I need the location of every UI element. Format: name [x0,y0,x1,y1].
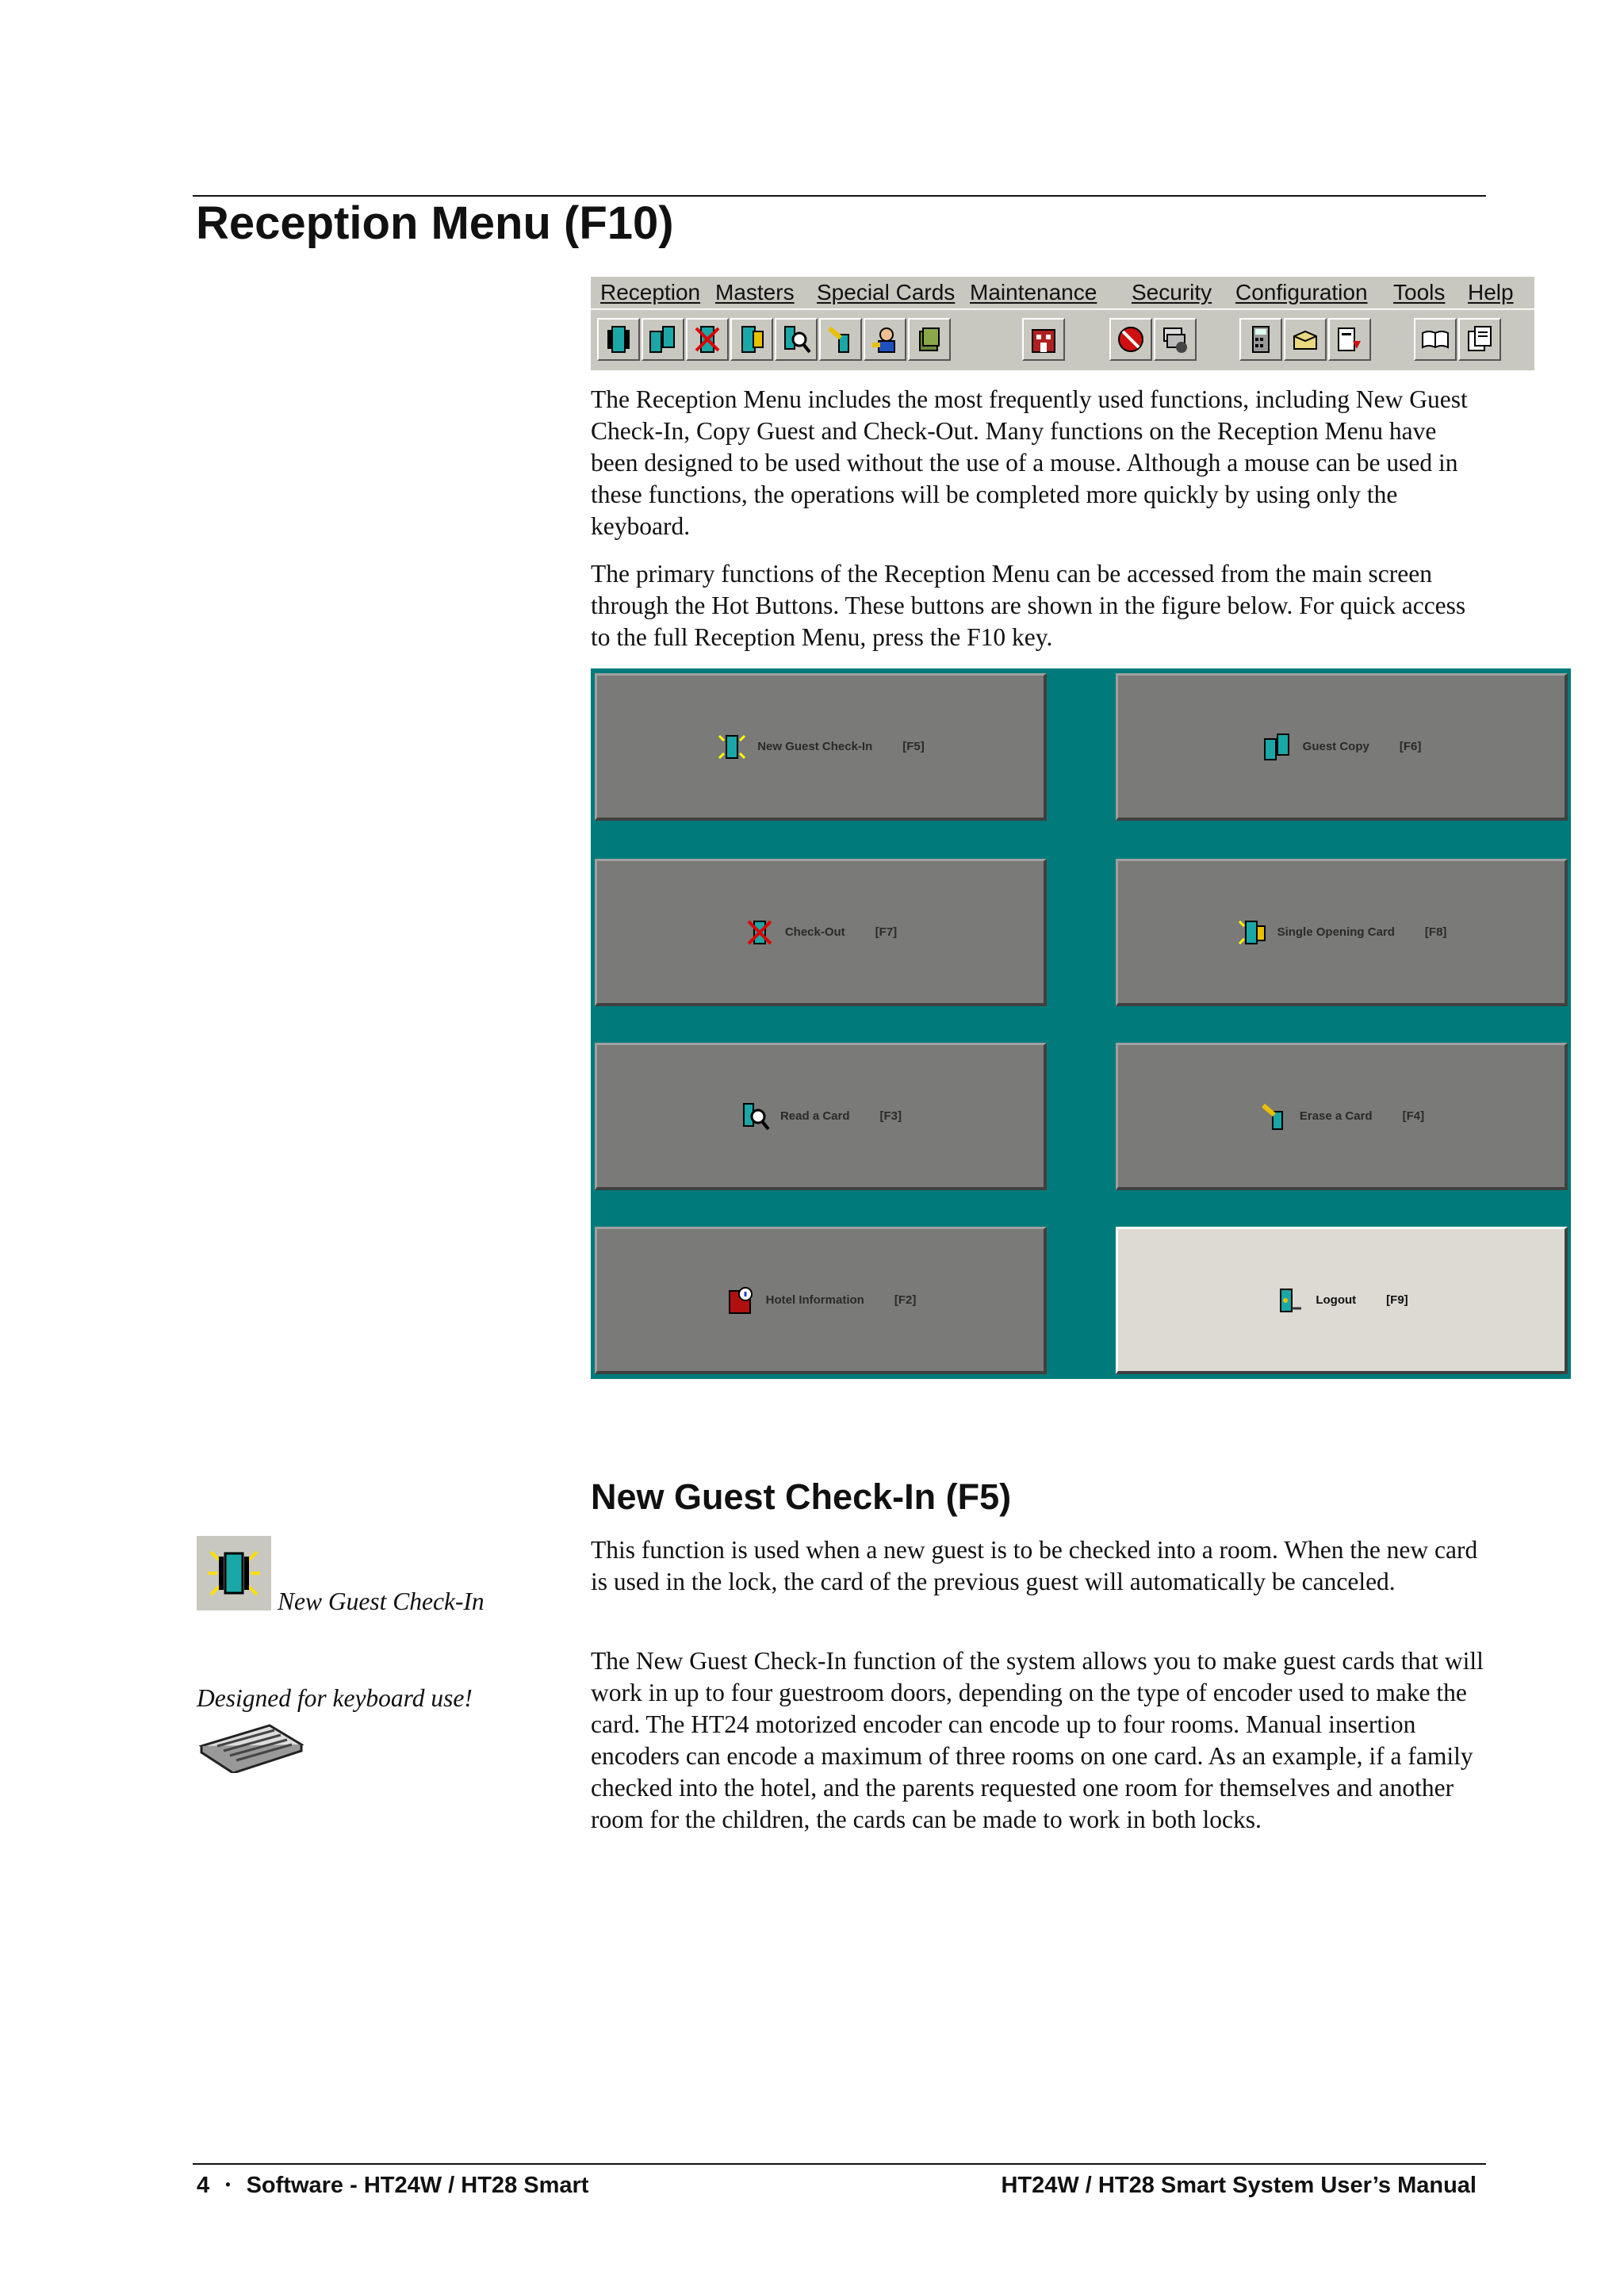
folder-icon[interactable] [908,318,951,361]
erase-card-icon[interactable] [819,318,862,361]
sidebar-icon-caption: New Guest Check-In [278,1587,485,1615]
menu-masters[interactable]: Masters [715,280,795,304]
footer-right: HT24W / HT28 Smart System User’s Manual [1001,2173,1477,2198]
user-key-icon[interactable] [864,318,906,361]
footer-left-text: Software - HT24W / HT28 Smart [246,2173,589,2198]
reception-menu-bar [591,277,1534,308]
guest-card-icon [206,1545,262,1601]
menu-reception[interactable]: Reception [600,280,701,304]
page-title: Reception Menu (F10) [196,197,674,249]
menu-configuration[interactable]: Configuration [1235,280,1368,304]
copy-guest-icon [1262,731,1293,763]
document-stack-icon[interactable] [1458,318,1501,361]
hot-button-read-a-card[interactable]: Read a Card [F3] [595,1043,1047,1190]
single-opening-card-icon[interactable] [730,318,773,361]
footer-left [197,2171,588,2202]
hotel-info-icon [725,1285,756,1316]
erase-card-icon [1258,1101,1290,1132]
single-opening-card-icon [1236,917,1268,948]
intro-paragraph-2: The primary functions of the Reception Menu can be accessed from the main screen through the Hot Buttons. These buttons are shown in the figure below. For quick access to the full Reception Menu, press the F10 key. [591,560,1466,651]
menu-maintenance[interactable]: Maintenance [970,280,1097,304]
sidebar-keyboard-note: Designed for keyboard use! [197,1684,473,1712]
printer-icon[interactable] [1328,318,1371,361]
building-icon[interactable] [1022,318,1065,361]
hot-button-new-guest-check-in[interactable]: New Guest Check-In [F5] [595,673,1047,821]
forbidden-card-icon[interactable] [1109,318,1152,361]
logout-icon [1274,1285,1306,1316]
hot-button-hotel-information[interactable]: Hotel Information [F2] [595,1227,1047,1374]
intro-paragraph-1: The Reception Menu includes the most frequently used functions, including New Guest Check-In, Copy Guest and Check-Out. Many functions on the Reception Menu have been designed to be used without the use of a mouse. Although a mouse can be used in these functions, the operations will be completed more quickly by using only the keyboard. [591,385,1468,540]
menu-special-cards[interactable]: Special Cards [817,280,956,304]
menu-help[interactable]: Help [1468,280,1514,304]
open-box-icon[interactable] [1284,318,1327,361]
hot-button-logout[interactable]: Logout [F9] [1116,1227,1568,1374]
copy-guest-icon[interactable] [642,318,684,361]
menu-security[interactable]: Security [1132,280,1212,304]
read-card-icon [739,1101,771,1132]
read-card-icon[interactable] [775,318,818,361]
hot-button-erase-a-card[interactable]: Erase a Card [F4] [1116,1043,1568,1190]
hot-buttons-panel [591,668,1571,1379]
hot-button-check-out[interactable]: Check-Out [F7] [595,859,1047,1006]
card-stack-icon[interactable] [1154,318,1197,361]
footer-bullet: • [225,2177,231,2193]
guest-card-icon [716,731,748,763]
section-title: New Guest Check-In (F5) [591,1476,1012,1517]
keyboard-icon [198,1722,304,1777]
page-number: 4 [197,2173,210,2198]
new-guest-check-in-sidebar-icon [197,1536,271,1610]
hot-button-single-opening-card[interactable]: Single Opening Card [F8] [1116,859,1568,1006]
reception-toolbar [591,309,1534,370]
section-paragraph-2: The New Guest Check-In function of the system allows you to make guest cards that will work in up to four guestroom doors, depending on the type of encoder used to make the card. The HT24 motorized encoder can encode up to four rooms. Manual insertion encoders can encode a maximum of three rooms on one card. As an example, if a family checked into the hotel, and the parents requested one room for themselves and another room for the children, the cards can be made to work in both locks. [591,1647,1484,1833]
menu-tools[interactable]: Tools [1393,280,1446,304]
section-paragraph-1: This function is used when a new guest is to be checked into a room. When the new card is used in the lock, the card of the previous guest will automatically be canceled. [591,1536,1478,1595]
hot-button-guest-copy[interactable]: Guest Copy [F6] [1116,673,1568,821]
bottom-rule [193,2163,1486,2165]
open-book-icon[interactable] [1414,318,1457,361]
check-out-icon [744,917,776,948]
calculator-icon[interactable] [1239,318,1282,361]
check-out-icon[interactable] [686,318,729,361]
guest-card-icon[interactable] [597,318,640,361]
